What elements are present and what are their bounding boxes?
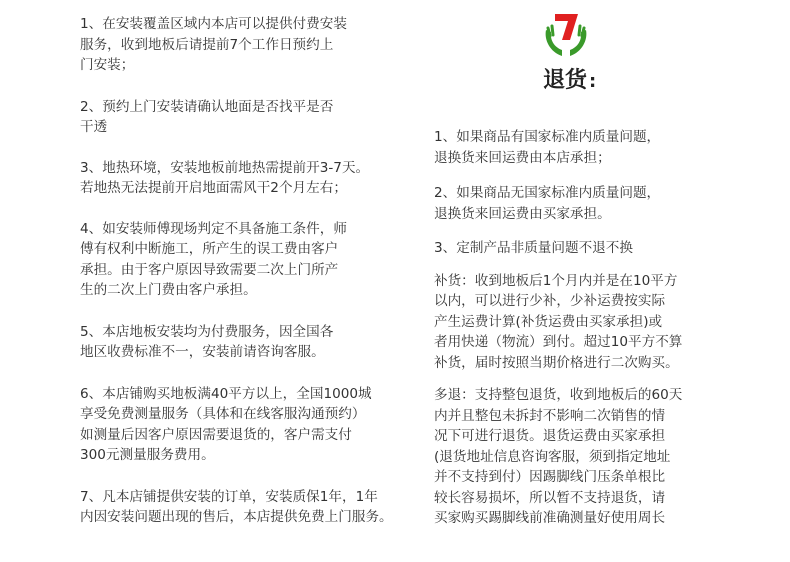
text-line: 内并且整包未拆封不影响二次销售的情 — [434, 407, 666, 424]
text-line: 承担。由于客户原因导致需要二次上门所产 — [80, 261, 339, 278]
text-line: 者用快递（物流）到付。超过10平方不算 — [434, 334, 683, 350]
install-note-4 — [80, 219, 430, 301]
text-line: 3、地热环境，安装地板前地热需提前开3-7天。 — [80, 159, 370, 176]
text-line: 况下可进行退货。退货运费由买家承担 — [434, 428, 666, 444]
text-line: 较长容易损坏，所以暂不支持退货，请 — [434, 489, 666, 506]
text-line: 2、预约上门安装请确认地面是否找平是否 — [80, 98, 334, 115]
restock-rule — [434, 271, 790, 374]
hands-seven-icon — [540, 10, 592, 60]
install-note-6 — [80, 384, 430, 466]
text-line: 门安装； — [80, 57, 135, 73]
text-line: 产生运费计算(补货运费由买家承担)或 — [434, 313, 663, 330]
text-line: 4、如安装师傅现场判定不具备施工条件，师 — [80, 220, 347, 237]
text-line: 以内，可以进行少补，少补运费按实际 — [434, 293, 666, 309]
text-line: 1、如果商品有国家标准内质量问题， — [434, 129, 661, 145]
text-line: 7、凡本店铺提供安装的订单，安装质保1年，1年 — [80, 488, 378, 505]
return-title-text: 退货 — [543, 68, 588, 93]
right-column — [434, 127, 790, 529]
install-note-1 — [80, 14, 430, 76]
text-line: 多退：支持整包退货，收到地板后的60天 — [434, 387, 683, 403]
return-rule-1 — [434, 127, 790, 168]
text-line: 干透 — [80, 119, 108, 135]
text-line: 退换货来回运费由本店承担； — [434, 149, 611, 166]
overage-return-rule — [434, 385, 790, 529]
text-line: 补货：收到地板后1个月内并是在10平方 — [434, 272, 678, 289]
text-line: 3、定制产品非质量问题不退不换 — [434, 240, 633, 256]
text-line: 退换货来回运费由买家承担。 — [434, 205, 611, 222]
text-line: 5、本店地板安装均为付费服务，因全国各 — [80, 323, 334, 340]
install-note-2 — [80, 97, 430, 138]
return-title-colon: : — [589, 71, 597, 92]
text-line: (退货地址信息咨询客服，须到指定地址 — [434, 448, 671, 465]
text-line: 如测量后因客户原因需要退货的，客户需支付 — [80, 426, 352, 443]
text-line: 买家购买踢脚线前准确测量好使用周长 — [434, 510, 666, 526]
text-line: 享受免费测量服务（具体和在线客服沟通预约） — [80, 406, 366, 422]
text-line: 2、如果商品无国家标准内质量问题， — [434, 185, 661, 201]
install-note-5 — [80, 322, 430, 363]
text-line: 6、本店铺购买地板满40平方以上，全国1000城 — [80, 385, 372, 402]
text-line: 服务，收到地板后请提前7个工作日预约上 — [80, 36, 334, 53]
text-line: 补货，届时按照当期价格进行二次购买。 — [434, 354, 679, 371]
return-rule-3 — [434, 238, 790, 259]
text-line: 内因安装问题出现的售后，本店提供免费上门服务。 — [80, 509, 393, 525]
text-line: 300元测量服务费用。 — [80, 447, 215, 463]
install-note-3 — [80, 158, 430, 199]
text-line: 傅有权利中断施工，所产生的误工费由客户 — [80, 241, 339, 257]
text-line: 1、在安装覆盖区域内本店可以提供付费安装 — [80, 16, 347, 32]
brand-logo — [540, 10, 592, 60]
left-column — [80, 14, 430, 528]
install-note-7 — [80, 487, 430, 528]
return-title — [543, 63, 596, 94]
text-line: 生的二次上门费由客户承担。 — [80, 282, 257, 298]
text-line: 若地热无法提前开启地面需风干2个月左右； — [80, 180, 347, 196]
text-line: 地区收费标准不一，安装前请咨询客服。 — [80, 344, 325, 360]
return-rule-2 — [434, 183, 790, 224]
text-line: 并不支持到付）因踢脚线门压条单根比 — [434, 469, 666, 485]
